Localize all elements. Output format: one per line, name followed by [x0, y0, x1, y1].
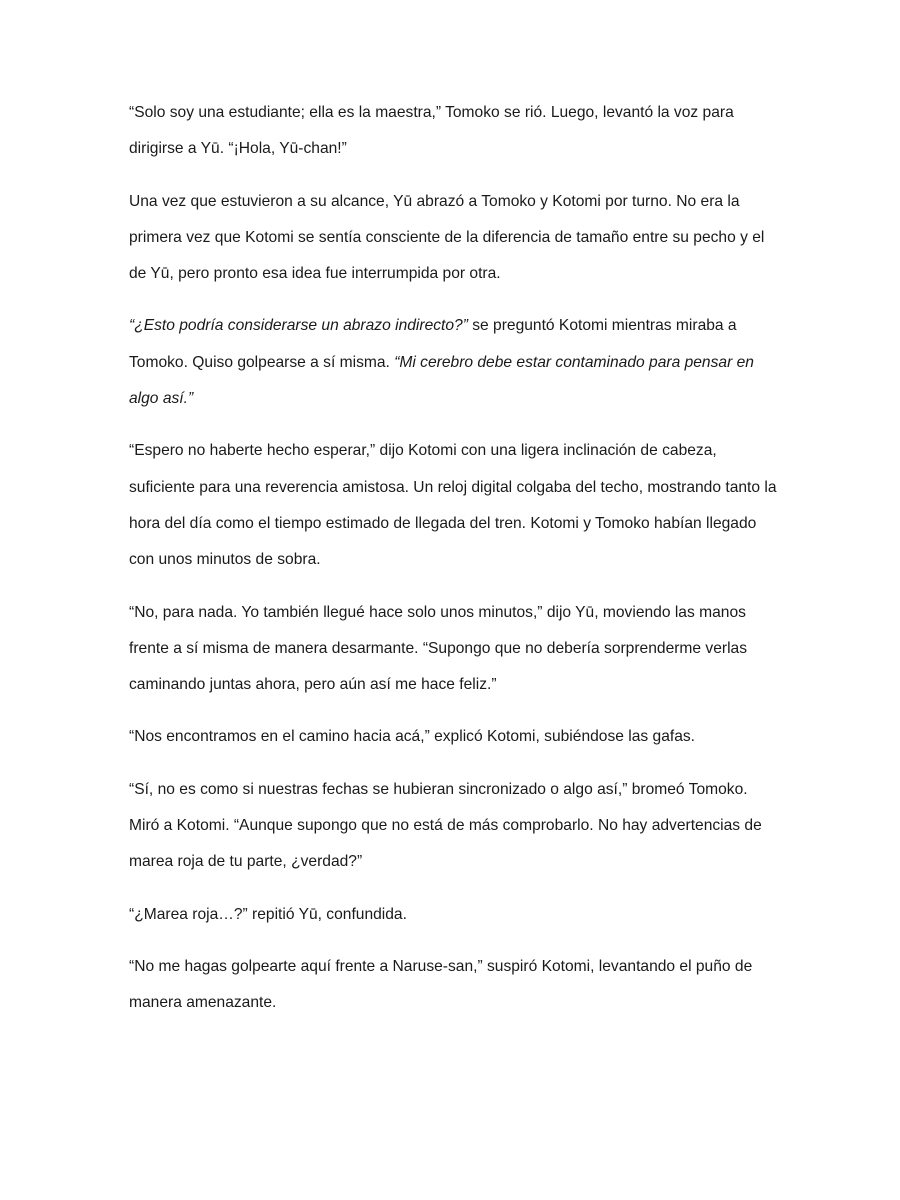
- italic-thought-text: “¿Esto podría considerarse un abrazo indirecto?”: [129, 317, 468, 335]
- paragraph-text: “¿Marea roja…?” repitió Yū, confundida.: [129, 905, 407, 923]
- paragraph-1: [129, 95, 779, 168]
- paragraph-5: [129, 595, 779, 704]
- paragraph-text: Una vez que estuvieron a su alcance, Yū abrazó a Tomoko y Kotomi por turno. No era la primera vez que Kotomi se sentía consciente de la diferencia de tamaño entre su pecho y el de Yū, pero pronto esa idea fue interrumpida por otra.: [129, 192, 765, 283]
- paragraph-text: “No, para nada. Yo también llegué hace solo unos minutos,” dijo Yū, moviendo las manos frente a sí misma de manera desarmante. “Supongo que no debería sorprenderme verlas caminando juntas ahora, pero aún así me hace feliz.”: [129, 603, 748, 694]
- italic-thought-text: “Mi cerebro debe estar contaminado para pensar en algo así.”: [129, 353, 754, 408]
- paragraph-7: [129, 772, 779, 881]
- paragraph-text: “Solo soy una estudiante; ella es la maestra,” Tomoko se rió. Luego, levantó la voz para dirigirse a Yū. “¡Hola, Yū-chan!”: [129, 104, 734, 158]
- paragraph-text: “Sí, no es como si nuestras fechas se hubieran sincronizado o algo así,” bromeó Tomoko. Miró a Kotomi. “Aunque supongo que no está de más comprobarlo. No hay advertencias de marea roja de tu parte, ¿verdad?”: [129, 780, 762, 871]
- paragraph-8: [129, 897, 779, 933]
- paragraph-text: “Nos encontramos en el camino hacia acá,” explicó Kotomi, subiéndose las gafas.: [129, 728, 696, 746]
- paragraph-text: “No me hagas golpearte aquí frente a Naruse-san,” suspiró Kotomi, levantando el puño de manera amenazante.: [129, 957, 753, 1012]
- paragraph-2: [129, 184, 779, 293]
- paragraph-9: [129, 949, 779, 1022]
- paragraph-4: [129, 433, 779, 578]
- paragraph-3: [129, 308, 779, 417]
- body-text: [129, 95, 779, 1038]
- paragraph-6: [129, 719, 779, 755]
- paragraph-text: “Espero no haberte hecho esperar,” dijo Kotomi con una ligera inclinación de cabeza, suficiente para una reverencia amistosa. Un reloj digital colgaba del techo, mostrando tanto la hora del día como el tiempo estimado de llegada del tren. Kotomi y Tomoko habían llegado con unos minutos de sobra.: [129, 442, 777, 569]
- paragraph-text: se preguntó Kotomi mientras miraba a Tomoko. Quiso golpearse a sí misma.: [129, 317, 737, 371]
